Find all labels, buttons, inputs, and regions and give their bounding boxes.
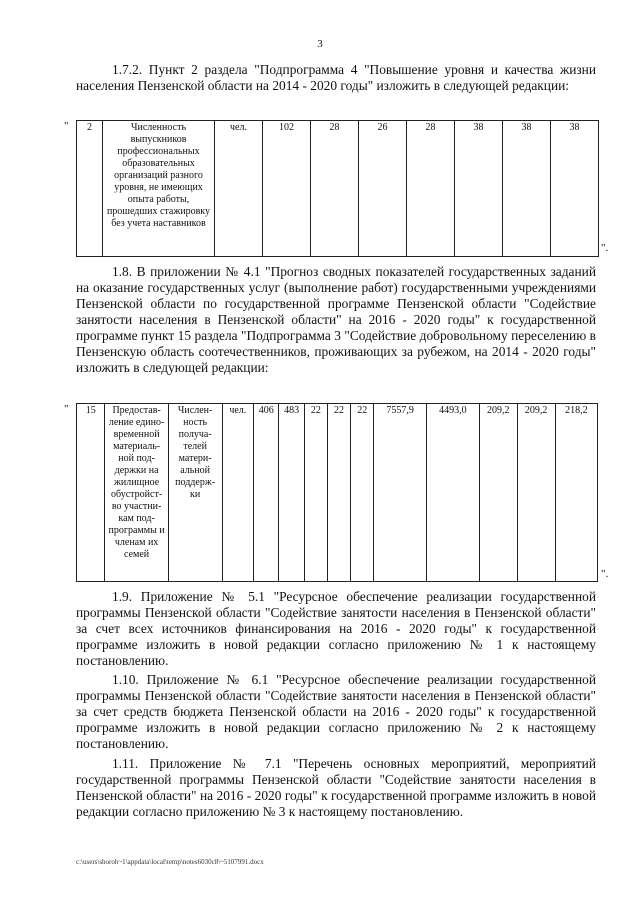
- paragraph-1-9: 1.9. Приложение № 5.1 "Ресурсное обеспечение реализации государственной программы Пензенской области "Содействие занятости населения в Пензенской области" за счет всех источников финансирования на 2016 - 2020 годы" к государственной программе изложить в новой редакции согласно приложению № 1 к настоящему постановлению.: [76, 589, 596, 668]
- cell-unit: чел.: [222, 404, 254, 582]
- cell-service: Предостав-ление едино-временной материаль-ной под-держки на жилищное обустройст-во участни-кам под-программы и членам их семей: [105, 404, 168, 582]
- table-2: [76, 403, 598, 582]
- cell-value: 209,2: [479, 404, 517, 582]
- paragraph-1-10: 1.10. Приложение № 6.1 "Ресурсное обеспечение реализации государственной программы Пензенской области "Содействие занятости населения в Пензенской области" за счет средств бюджета Пензенской области на 2016 - 2020 годы" к государственной программе изложить в новой редакции согласно приложению № 2 к настоящему постановлению.: [76, 672, 596, 751]
- cell-value: 218,2: [555, 404, 597, 582]
- table-1: [76, 120, 599, 257]
- table2-close-quote: ".: [601, 568, 609, 580]
- cell-value: 483: [279, 404, 304, 582]
- table1-close-quote: ".: [601, 242, 609, 254]
- cell-value: 102: [263, 121, 311, 257]
- cell-number: 15: [77, 404, 105, 582]
- paragraph-1-7-2: 1.7.2. Пункт 2 раздела "Подпрограмма 4 "Повышение уровня и качества жизни населения Пензенской области на 2014 - 2020 годы" изложить в следующей редакции:: [76, 62, 596, 93]
- page-number: 3: [317, 38, 323, 50]
- cell-indicator: Числен-ность получа-телей матери-альной поддерж-ки: [168, 404, 222, 582]
- cell-value: 38: [503, 121, 551, 257]
- file-path-footer: c:\users\shoroh~1\appdata\local\temp\notes6030c8\~5107991.docx: [76, 858, 264, 866]
- cell-value: 209,2: [517, 404, 555, 582]
- cell-value: 26: [359, 121, 407, 257]
- cell-unit: чел.: [215, 121, 263, 257]
- cell-value: 28: [311, 121, 359, 257]
- cell-value: 7557,9: [374, 404, 427, 582]
- paragraph-1-11: 1.11. Приложение № 7.1 "Перечень основных мероприятий, мероприятий государственной программы Пензенской области "Содействие занятости населения в Пензенской области" на 2016 - 2020 годы" к государственной программе изложить в новой редакции согласно приложению № 3 к настоящему постановлению.: [76, 756, 596, 819]
- cell-value: 22: [304, 404, 327, 582]
- cell-value: 28: [407, 121, 455, 257]
- cell-value: 4493,0: [427, 404, 480, 582]
- cell-indicator: Численность выпускников профессиональных образовательных организаций разного уровня, не имеющих опыта работы, прошедших стажировку без учета наставников: [103, 121, 215, 257]
- cell-value: 22: [351, 404, 374, 582]
- table1-open-quote: ": [64, 120, 69, 132]
- cell-number: 2: [77, 121, 103, 257]
- table-row: [77, 121, 599, 257]
- cell-value: 38: [551, 121, 599, 257]
- table2-open-quote: ": [64, 403, 69, 415]
- cell-value: 406: [254, 404, 279, 582]
- cell-value: 38: [455, 121, 503, 257]
- table-row: [77, 404, 598, 582]
- cell-value: 22: [327, 404, 350, 582]
- paragraph-1-8: 1.8. В приложении № 4.1 "Прогноз сводных показателей государственных заданий на оказание государственных услуг (выполнение работ) государственными учреждениями Пензенской области по государственной программе Пензенской области "Содействие занятости населения в Пензенской области" на 2016 - 2020 годы" к государственной программе пункт 15 раздела "Подпрограмма 3 "Содействие добровольному переселению в Пензенскую область соотечественников, проживающих за рубежом, на 2014 - 2020 годы" изложить в следующей редакции:: [76, 264, 596, 375]
